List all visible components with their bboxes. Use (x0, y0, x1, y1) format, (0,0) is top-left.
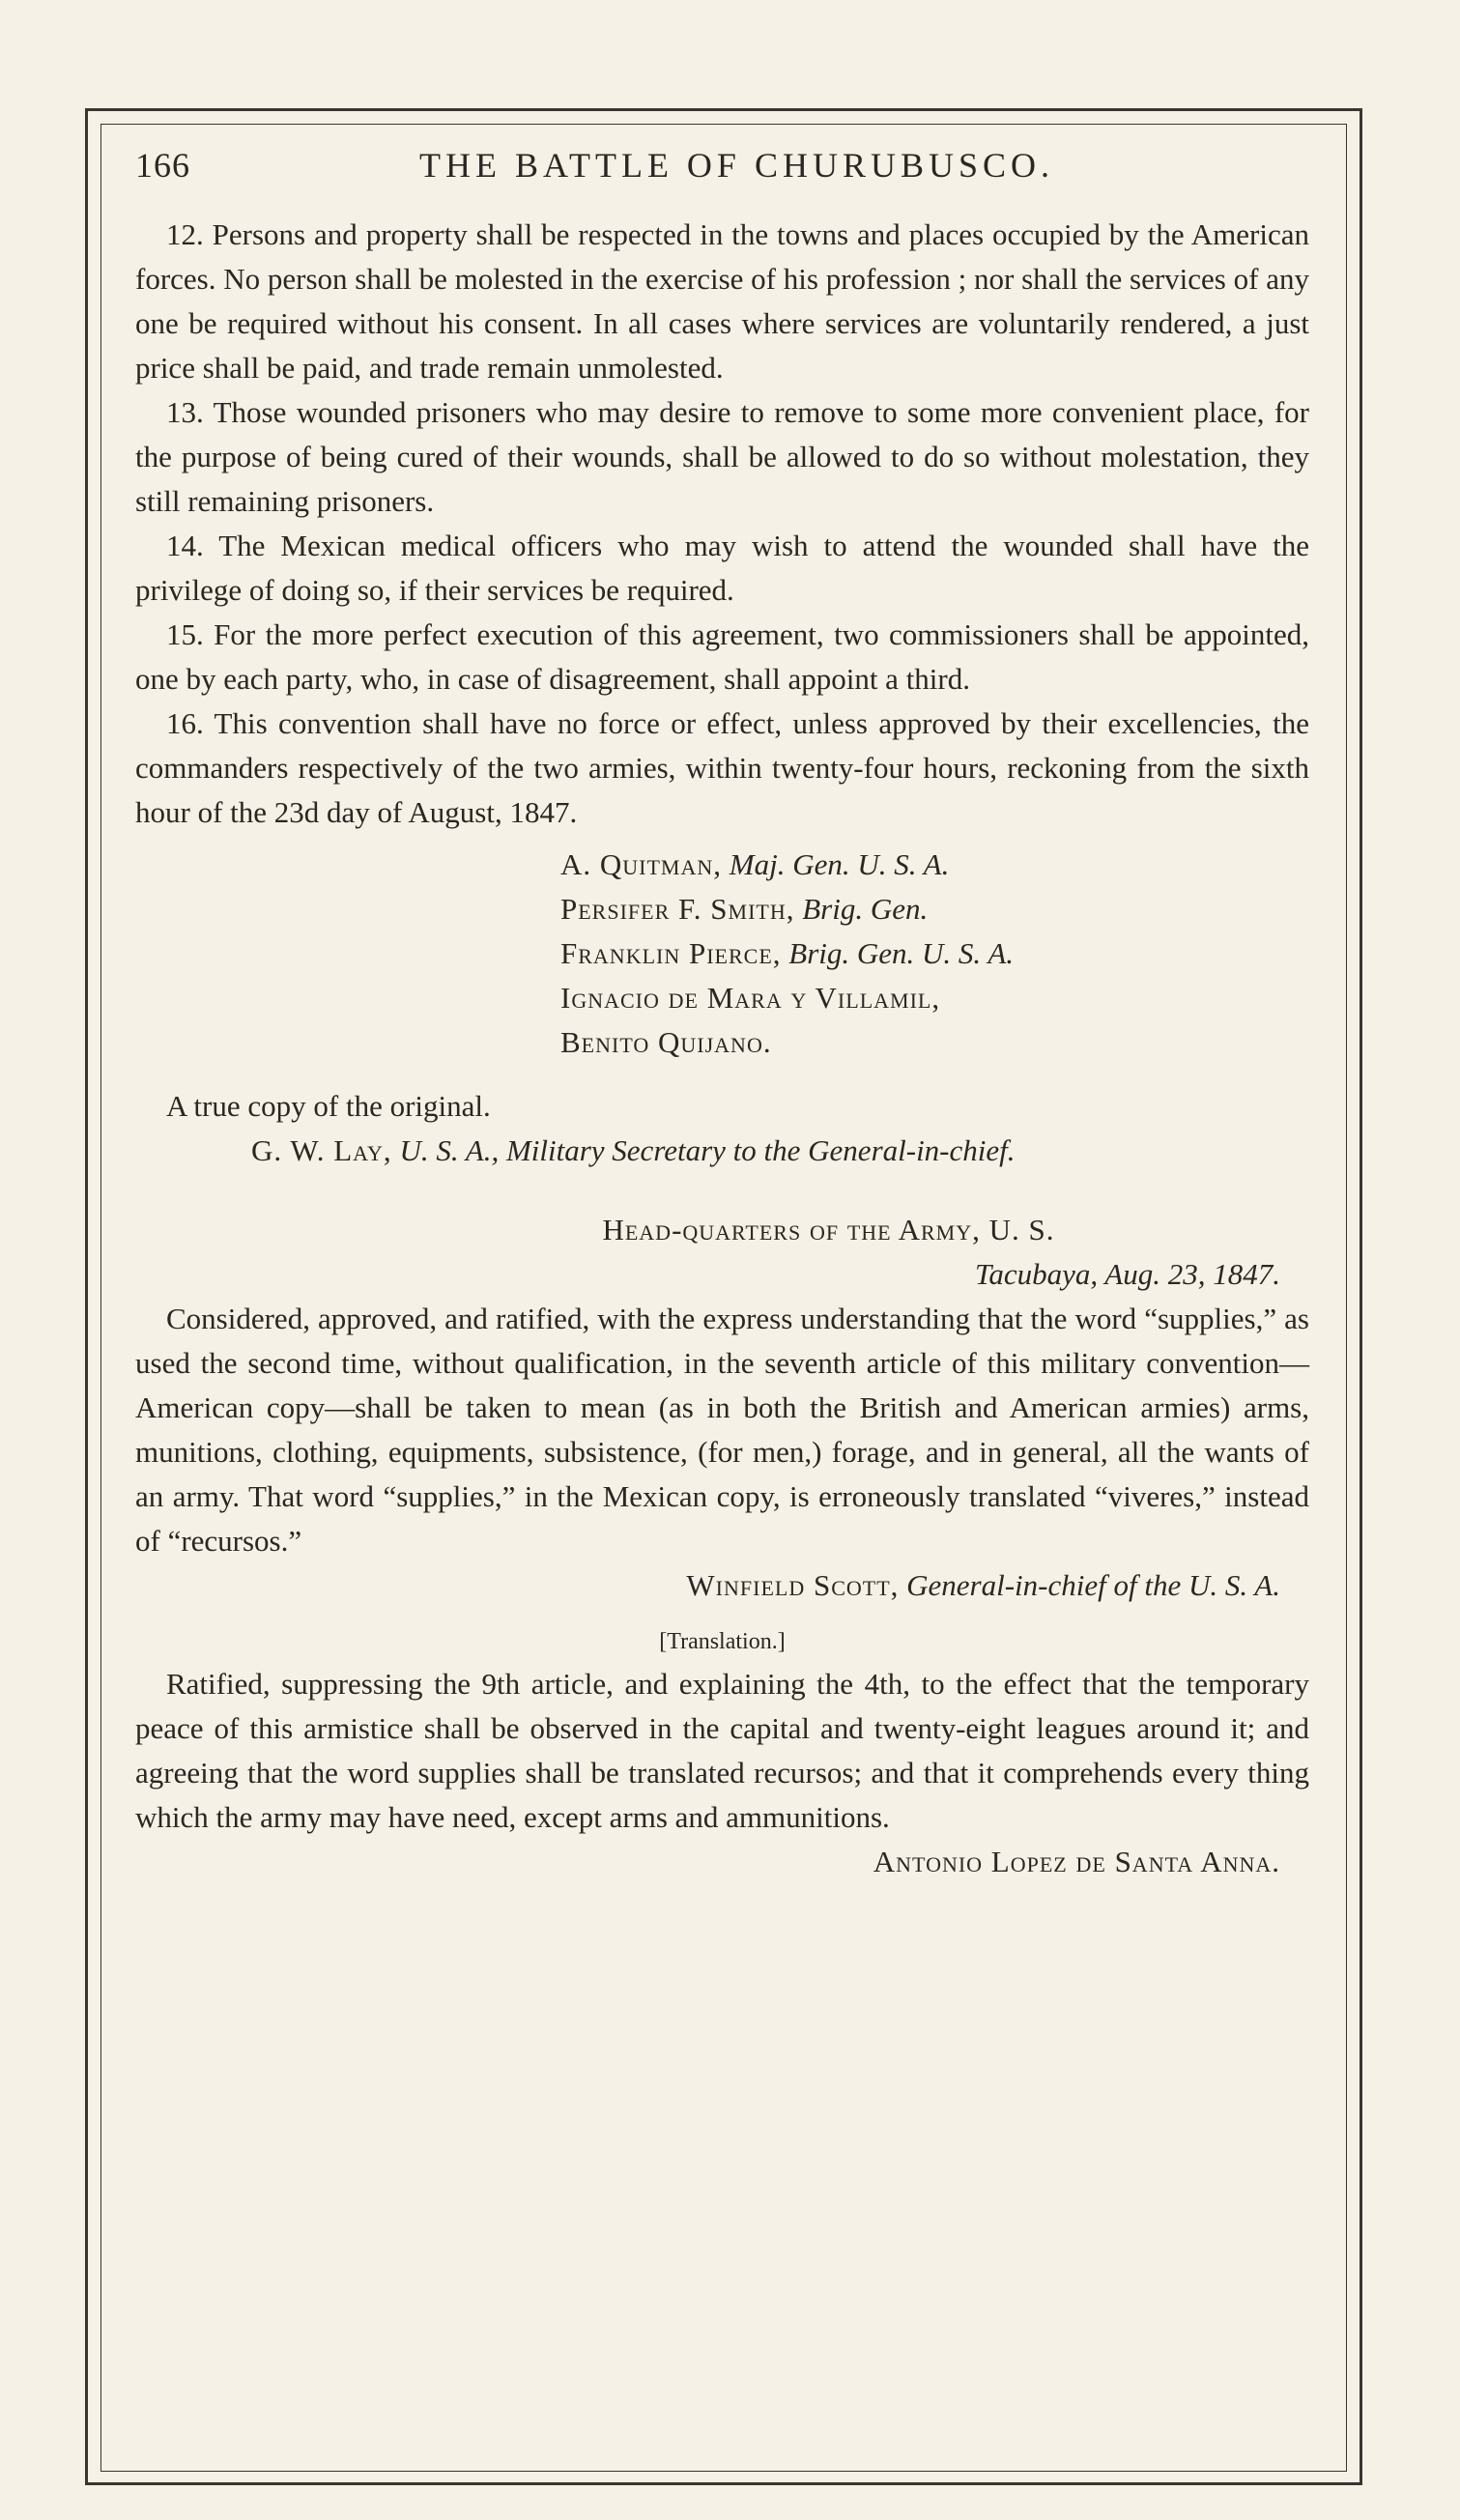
headquarters-place-date: Tacubaya, Aug. 23, 1847. (974, 1257, 1280, 1291)
article-13: 13. Those wounded prisoners who may desire to remove to some more convenient place, for the purpose of being cured of their wounds, shall be allowed to do so without molestation, they still remaining prisoners. (135, 395, 1309, 518)
headquarters-line: Head-quarters of the Army, U. S. (602, 1213, 1055, 1246)
signatory: Franklin Pierce, Brig. Gen. U. S. A. (560, 936, 1015, 970)
signatory: Ignacio de Mara y Villamil, (560, 981, 941, 1015)
article-14: 14. The Mexican medical officers who may wish to attend the wounded shall have the privilege of doing so, if their services be required. (135, 529, 1309, 607)
ratification-paragraph: Considered, approved, and ratified, with the express understanding that the word “supplies,” as used the second time, without qualification, in the seventh article of this military convention—American copy—shall be taken to mean (as in both the British and American armies) arms, munitions, clothing, equipments, subsistence, (for men,) forage, and in general, all the wants of an army. That word “supplies,” in the Mexican copy, is erroneously translated “viveres,” instead of “recursos.” (135, 1302, 1309, 1558)
signatory: Benito Quijano. (560, 1025, 772, 1059)
article-15: 15. For the more perfect execution of this agreement, two commissioners shall be appointed, one by each party, who, in case of disagreement, shall appoint a third. (135, 617, 1309, 696)
article-12: 12. Persons and property shall be respected in the towns and places occupied by the American forces. No person shall be molested in the exercise of his profession ; nor shall the services of any one be required without his consent. In all cases where services are voluntarily rendered, a just price shall be paid, and trade remain unmolested. (135, 217, 1310, 385)
scott-signature: Winfield Scott, General-in-chief of the U. S. A. (686, 1568, 1280, 1602)
page-body (135, 145, 1309, 1884)
santa-anna-signature: Antonio Lopez de Santa Anna. (873, 1845, 1280, 1878)
translation-paragraph: Ratified, suppressing the 9th article, and explaining the 4th, to the effect that the temporary peace of this armistice shall be observed in the capital and twenty-eight leagues around it; and agreeing that the word supplies shall be translated recursos; and that it comprehends every thing which the army may have need, except arms and ammunitions. (135, 1667, 1309, 1834)
true-copy-line: A true copy of the original. (166, 1089, 491, 1123)
translation-label: [Translation.] (659, 1629, 786, 1654)
signatory: A. Quitman, Maj. Gen. U. S. A. (560, 847, 950, 881)
page-number: 166 (135, 146, 190, 185)
true-copy-signature: G. W. Lay, U. S. A., Military Secretary to the General-in-chief. (251, 1133, 1016, 1167)
running-head (135, 145, 1309, 213)
article-16: 16. This convention shall have no force or effect, unless approved by their excellencies, the commanders respectively of the two armies, within twenty-four hours, reckoning from the sixth hour of the 23d day of August, 1847. (135, 706, 1309, 829)
page-title: THE BATTLE OF CHURUBUSCO. (418, 146, 1055, 185)
signatory: Persifer F. Smith, Brig. Gen. (560, 892, 929, 926)
signatories (560, 843, 1309, 1065)
